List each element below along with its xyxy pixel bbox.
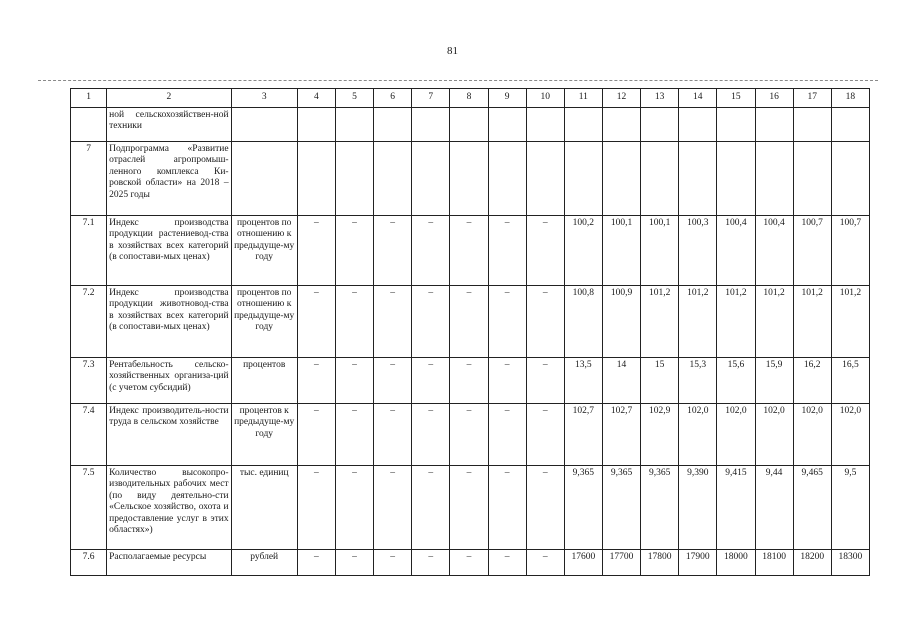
value-cell-col-5: – [335,404,373,466]
table-body [71,108,870,576]
value-cell-col-10: – [526,358,564,404]
value-cell-col-17: 16,2 [793,358,831,404]
value-cell-col-6 [374,142,412,216]
row-code: 7 [71,142,107,216]
value-cell-col-10: – [526,404,564,466]
row-indicator-name: ной сельскохозяйствен-ной техники [107,108,231,142]
column-header-1: 1 [71,89,107,108]
value-cell-col-9 [488,108,526,142]
value-cell-col-10 [526,108,564,142]
value-cell-col-7: – [412,358,450,404]
value-cell-col-6: – [374,286,412,358]
value-cell-col-8 [450,142,488,216]
value-cell-col-4 [297,108,335,142]
value-cell-col-8: – [450,286,488,358]
value-cell-col-11: 100,8 [564,286,602,358]
value-cell-col-14 [679,108,717,142]
value-cell-col-18: 101,2 [831,286,869,358]
value-cell-col-10: – [526,286,564,358]
table-row [71,466,870,550]
value-cell-col-6: – [374,466,412,550]
column-header-13: 13 [641,89,679,108]
value-cell-col-9: – [488,358,526,404]
value-cell-col-9: – [488,216,526,286]
value-cell-col-10: – [526,216,564,286]
value-cell-col-7: – [412,466,450,550]
value-cell-col-16: 18100 [755,550,793,576]
value-cell-col-13: 15 [641,358,679,404]
value-cell-col-6 [374,108,412,142]
value-cell-col-5: – [335,216,373,286]
value-cell-col-11 [564,108,602,142]
value-cell-col-18 [831,108,869,142]
column-header-8: 8 [450,89,488,108]
value-cell-col-13: 9,365 [641,466,679,550]
value-cell-col-5: – [335,466,373,550]
value-cell-col-8: – [450,550,488,576]
value-cell-col-8: – [450,466,488,550]
column-header-7: 7 [412,89,450,108]
value-cell-col-18: 18300 [831,550,869,576]
page-number: 81 [447,45,458,57]
value-cell-col-5 [335,142,373,216]
value-cell-col-13 [641,108,679,142]
value-cell-col-15 [717,108,755,142]
column-header-11: 11 [564,89,602,108]
value-cell-col-18: 102,0 [831,404,869,466]
row-indicator-name: Индекс производитель-ности труда в сельском хозяйстве [107,404,231,466]
value-cell-col-15: 101,2 [717,286,755,358]
value-cell-col-14: 15,3 [679,358,717,404]
value-cell-col-8: – [450,358,488,404]
value-cell-col-6: – [374,550,412,576]
table-row [71,550,870,576]
value-cell-col-13: 17800 [641,550,679,576]
value-cell-col-14 [679,142,717,216]
row-indicator-name: Подпрограмма «Развитие отраслей агропромыш-ленного комплекса Ки-ровской области» на 2018 – 2025 годы [107,142,231,216]
column-header-5: 5 [335,89,373,108]
value-cell-col-9: – [488,286,526,358]
value-cell-col-5: – [335,550,373,576]
value-cell-col-12 [602,108,640,142]
value-cell-col-16 [755,108,793,142]
value-cell-col-17 [793,142,831,216]
value-cell-col-11: 102,7 [564,404,602,466]
value-cell-col-15: 18000 [717,550,755,576]
value-cell-col-16: 9,44 [755,466,793,550]
table-row [71,142,870,216]
row-code [71,108,107,142]
value-cell-col-12 [602,142,640,216]
value-cell-col-17: 18200 [793,550,831,576]
value-cell-col-15 [717,142,755,216]
row-indicator-name: Количество высокопро-изводительных рабочих мест (по виду деятельно-сти «Сельское хозяйство, охота и предоставление услуг в этих областях») [107,466,231,550]
value-cell-col-6: – [374,404,412,466]
value-cell-col-10 [526,142,564,216]
value-cell-col-6: – [374,358,412,404]
value-cell-col-8: – [450,216,488,286]
row-indicator-name: Индекс производства продукции животновод-ства в хозяйствах всех категорий (в сопостави-мых ценах) [107,286,231,358]
value-cell-col-8 [450,108,488,142]
value-cell-col-5: – [335,358,373,404]
value-cell-col-4: – [297,358,335,404]
value-cell-col-17: 100,7 [793,216,831,286]
row-unit [231,108,297,142]
table-row [71,286,870,358]
value-cell-col-15: 100,4 [717,216,755,286]
value-cell-col-11 [564,142,602,216]
value-cell-col-18: 9,5 [831,466,869,550]
value-cell-col-13: 101,2 [641,286,679,358]
value-cell-col-17: 101,2 [793,286,831,358]
value-cell-col-9: – [488,466,526,550]
value-cell-col-12: 9,365 [602,466,640,550]
column-header-4: 4 [297,89,335,108]
value-cell-col-7: – [412,286,450,358]
top-rule [38,80,878,81]
value-cell-col-12: 100,1 [602,216,640,286]
column-header-17: 17 [793,89,831,108]
value-cell-col-9 [488,142,526,216]
value-cell-col-13 [641,142,679,216]
value-cell-col-12: 17700 [602,550,640,576]
value-cell-col-18: 16,5 [831,358,869,404]
table-row [71,404,870,466]
value-cell-col-14: 17900 [679,550,717,576]
indicators-table [70,88,870,576]
column-header-18: 18 [831,89,869,108]
value-cell-col-5 [335,108,373,142]
value-cell-col-7 [412,142,450,216]
column-header-6: 6 [374,89,412,108]
value-cell-col-14: 100,3 [679,216,717,286]
row-code: 7.3 [71,358,107,404]
row-indicator-name: Рентабельность сельско-хозяйственных организа-ций (с учетом субсидий) [107,358,231,404]
row-unit [231,142,297,216]
value-cell-col-11: 13,5 [564,358,602,404]
value-cell-col-4: – [297,466,335,550]
row-code: 7.1 [71,216,107,286]
value-cell-col-11: 9,365 [564,466,602,550]
value-cell-col-11: 100,2 [564,216,602,286]
value-cell-col-12: 14 [602,358,640,404]
value-cell-col-5: – [335,286,373,358]
value-cell-col-10: – [526,466,564,550]
value-cell-col-16 [755,142,793,216]
row-unit: процентов по отношению к предыдуще-му году [231,216,297,286]
row-unit: процентов к предыдуще-му году [231,404,297,466]
column-header-2: 2 [107,89,231,108]
column-header-3: 3 [231,89,297,108]
value-cell-col-7 [412,108,450,142]
value-cell-col-16: 100,4 [755,216,793,286]
value-cell-col-4: – [297,286,335,358]
value-cell-col-9: – [488,550,526,576]
value-cell-col-17: 102,0 [793,404,831,466]
column-header-9: 9 [488,89,526,108]
table-row [71,108,870,142]
value-cell-col-8: – [450,404,488,466]
row-indicator-name: Располагаемые ресурсы [107,550,231,576]
value-cell-col-15: 9,415 [717,466,755,550]
row-code: 7.5 [71,466,107,550]
value-cell-col-7: – [412,550,450,576]
value-cell-col-6: – [374,216,412,286]
value-cell-col-7: – [412,216,450,286]
value-cell-col-13: 102,9 [641,404,679,466]
column-header-12: 12 [602,89,640,108]
column-header-14: 14 [679,89,717,108]
value-cell-col-17: 9,465 [793,466,831,550]
value-cell-col-13: 100,1 [641,216,679,286]
table-row [71,216,870,286]
header-row [71,89,870,108]
row-code: 7.2 [71,286,107,358]
value-cell-col-16: 15,9 [755,358,793,404]
value-cell-col-16: 102,0 [755,404,793,466]
table-row [71,358,870,404]
value-cell-col-4 [297,142,335,216]
value-cell-col-17 [793,108,831,142]
value-cell-col-9: – [488,404,526,466]
value-cell-col-14: 101,2 [679,286,717,358]
value-cell-col-15: 15,6 [717,358,755,404]
value-cell-col-12: 102,7 [602,404,640,466]
value-cell-col-14: 102,0 [679,404,717,466]
value-cell-col-11: 17600 [564,550,602,576]
row-code: 7.4 [71,404,107,466]
value-cell-col-4: – [297,216,335,286]
column-header-16: 16 [755,89,793,108]
value-cell-col-14: 9,390 [679,466,717,550]
value-cell-col-10: – [526,550,564,576]
column-header-15: 15 [717,89,755,108]
value-cell-col-7: – [412,404,450,466]
column-header-10: 10 [526,89,564,108]
value-cell-col-4: – [297,550,335,576]
row-unit: процентов по отношению к предыдуще-му году [231,286,297,358]
value-cell-col-16: 101,2 [755,286,793,358]
value-cell-col-15: 102,0 [717,404,755,466]
value-cell-col-18: 100,7 [831,216,869,286]
value-cell-col-4: – [297,404,335,466]
row-unit: тыс. единиц [231,466,297,550]
row-unit: рублей [231,550,297,576]
row-indicator-name: Индекс производства продукции растениевод-ства в хозяйствах всех категорий (в сопостави-мых ценах) [107,216,231,286]
value-cell-col-18 [831,142,869,216]
row-unit: процентов [231,358,297,404]
row-code: 7.6 [71,550,107,576]
value-cell-col-12: 100,9 [602,286,640,358]
